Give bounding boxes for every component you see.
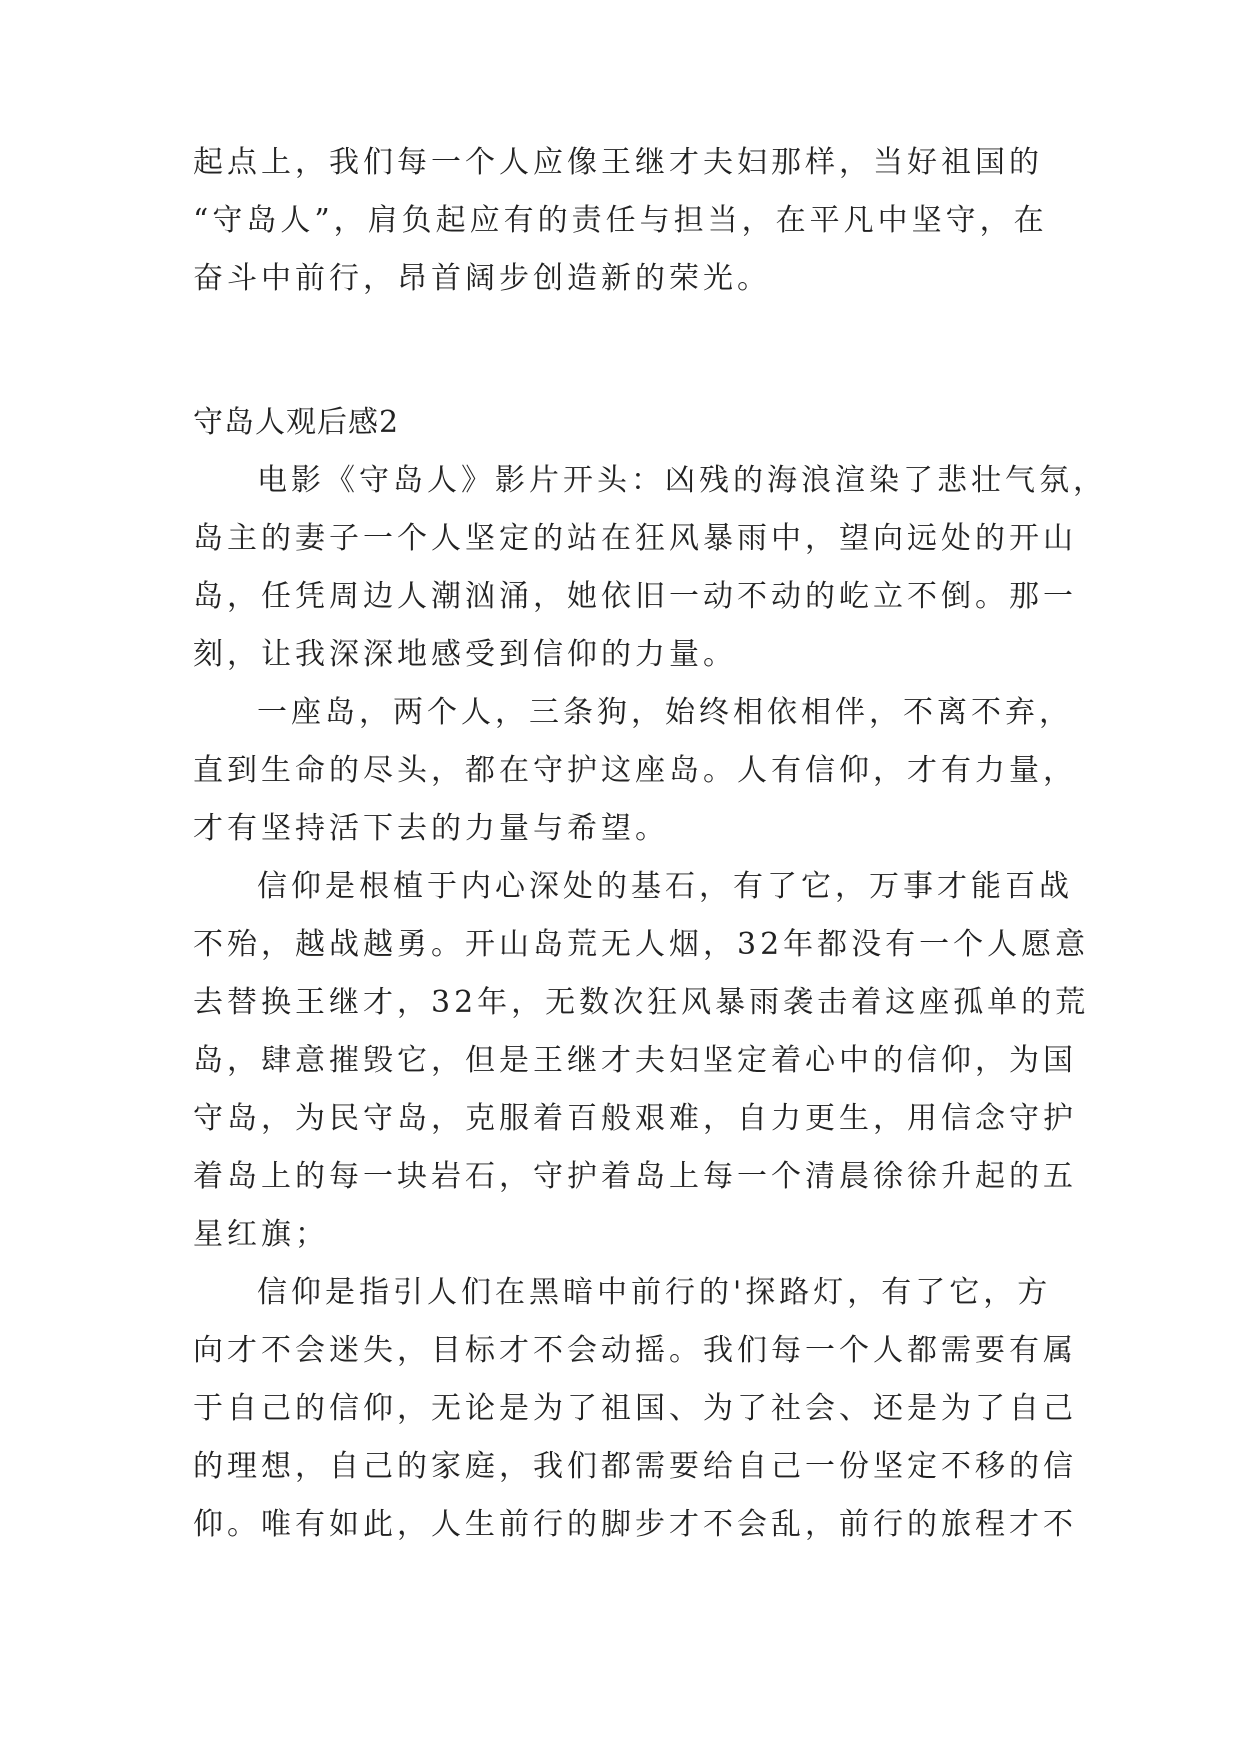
text-line: “守岛人”，肩负起应有的责任与担当，在平凡中坚守，在 xyxy=(193,203,1048,238)
paragraph-2 xyxy=(193,684,1077,858)
text-line: 星红旗； xyxy=(193,1217,329,1252)
text-line: 岛，任凭周边人潮汹涌，她依旧一动不动的屹立不倒。那一 xyxy=(193,579,1077,614)
text-line: 起点上，我们每一个人应像王继才夫妇那样，当好祖国的 xyxy=(193,145,1043,180)
text-line: 直到生命的尽头，都在守护这座岛。人有信仰，才有力量， xyxy=(193,753,1077,788)
text-line: 仰。唯有如此，人生前行的脚步才不会乱，前行的旅程才不 xyxy=(193,1507,1077,1542)
text-line: 电影《守岛人》影片开头：凶残的海浪渲染了悲壮气氛， xyxy=(257,463,1107,498)
text-line: 一座岛，两个人，三条狗，始终相依相伴，不离不弃， xyxy=(257,695,1073,730)
text-line: 岛，肆意摧毁它，但是王继才夫妇坚定着心中的信仰，为国 xyxy=(193,1043,1077,1078)
text-line: 信仰是指引人们在黑暗中前行的'探路灯，有了它，方 xyxy=(257,1275,1052,1310)
section-title: 守岛人观后感2 xyxy=(193,405,400,440)
text-line: 信仰是根植于内心深处的基石，有了它，万事才能百战 xyxy=(257,869,1073,904)
text-line: 不殆，越战越勇。开山岛荒无人烟，32年都没有一个人愿意 xyxy=(193,927,1090,962)
text-line: 向才不会迷失，目标才不会动摇。我们每一个人都需要有属 xyxy=(193,1333,1077,1368)
text-line: 于自己的信仰，无论是为了祖国、为了社会、还是为了自己 xyxy=(193,1391,1077,1426)
text-line: 刻，让我深深地感受到信仰的力量。 xyxy=(193,637,737,672)
text-line: 岛主的妻子一个人坚定的站在狂风暴雨中，望向远处的开山 xyxy=(193,521,1077,556)
text-line: 才有坚持活下去的力量与希望。 xyxy=(193,811,669,846)
text-line: 的理想，自己的家庭，我们都需要给自己一份坚定不移的信 xyxy=(193,1449,1077,1484)
text-line: 守岛，为民守岛，克服着百般艰难，自力更生，用信念守护 xyxy=(193,1101,1077,1136)
paragraph-4 xyxy=(193,1264,1077,1554)
text-line: 着岛上的每一块岩石，守护着岛上每一个清晨徐徐升起的五 xyxy=(193,1159,1077,1194)
text-line: 去替换王继才，32年，无数次狂风暴雨袭击着这座孤单的荒 xyxy=(193,985,1090,1020)
paragraph-1 xyxy=(193,452,1107,684)
intro-paragraph xyxy=(193,134,1063,308)
paragraph-3 xyxy=(193,858,1090,1264)
text-line: 奋斗中前行，昂首阔步创造新的荣光。 xyxy=(193,261,771,296)
